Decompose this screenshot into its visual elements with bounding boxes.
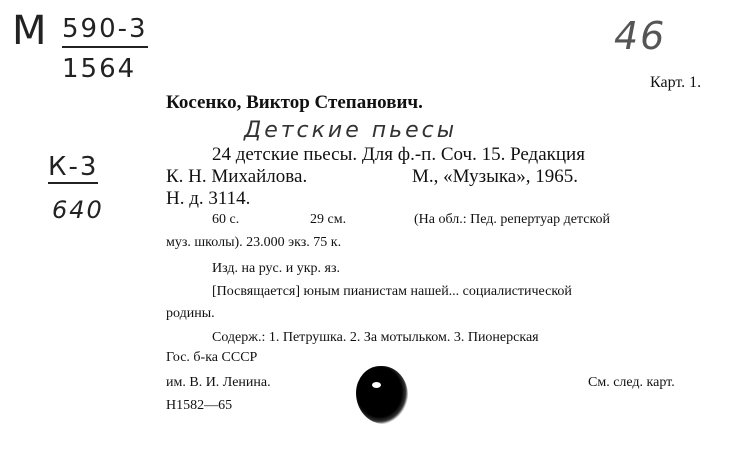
dedication-2: родины. <box>166 306 215 321</box>
see-next-card: См. след. карт. <box>588 375 675 390</box>
dedication-1: [Посвящается] юным пианистам нашей... социалистической <box>212 284 572 299</box>
pages: 60 с. <box>212 212 240 227</box>
library-1: Гос. б-ка СССР <box>166 350 258 365</box>
handwritten-shelf-letter: М <box>12 8 49 54</box>
size: 29 см. <box>310 212 347 227</box>
series-note-1: (На обл.: Пед. репертуар детской <box>414 212 611 227</box>
ink-blot-highlight <box>372 382 381 388</box>
handwritten-class-code: К-3 <box>48 152 99 182</box>
language-note: Изд. на рус. и укр. яз. <box>212 261 341 276</box>
handwritten-shelf-code: 1564 <box>62 54 137 84</box>
contents: Содерж.: 1. Петрушка. 2. За мотыльком. 3. Пионерская <box>212 330 539 345</box>
order-number: Н1582—65 <box>166 398 233 413</box>
handwritten-class-number: 640 <box>52 196 104 224</box>
handwritten-title-note: Детские пьесы <box>244 118 458 143</box>
title-line-2: К. Н. Михайлова. <box>166 166 308 187</box>
author-heading: Косенко, Виктор Степанович. <box>166 92 423 113</box>
series-note-2: муз. школы). 23.000 экз. 75 к. <box>166 235 342 250</box>
title-line-1: 24 детские пьесы. Для ф.-п. Соч. 15. Редакция <box>212 144 585 165</box>
card-number: Карт. 1. <box>650 74 702 91</box>
imprint: М., «Музыка», 1965. <box>412 166 578 187</box>
library-2: им. В. И. Ленина. <box>166 375 271 390</box>
handwritten-number: 46 <box>614 14 667 58</box>
music-number: Н. д. 3114. <box>166 188 251 209</box>
handwritten-shelf-number: 590-3 <box>62 14 148 48</box>
ink-blot <box>356 366 408 424</box>
